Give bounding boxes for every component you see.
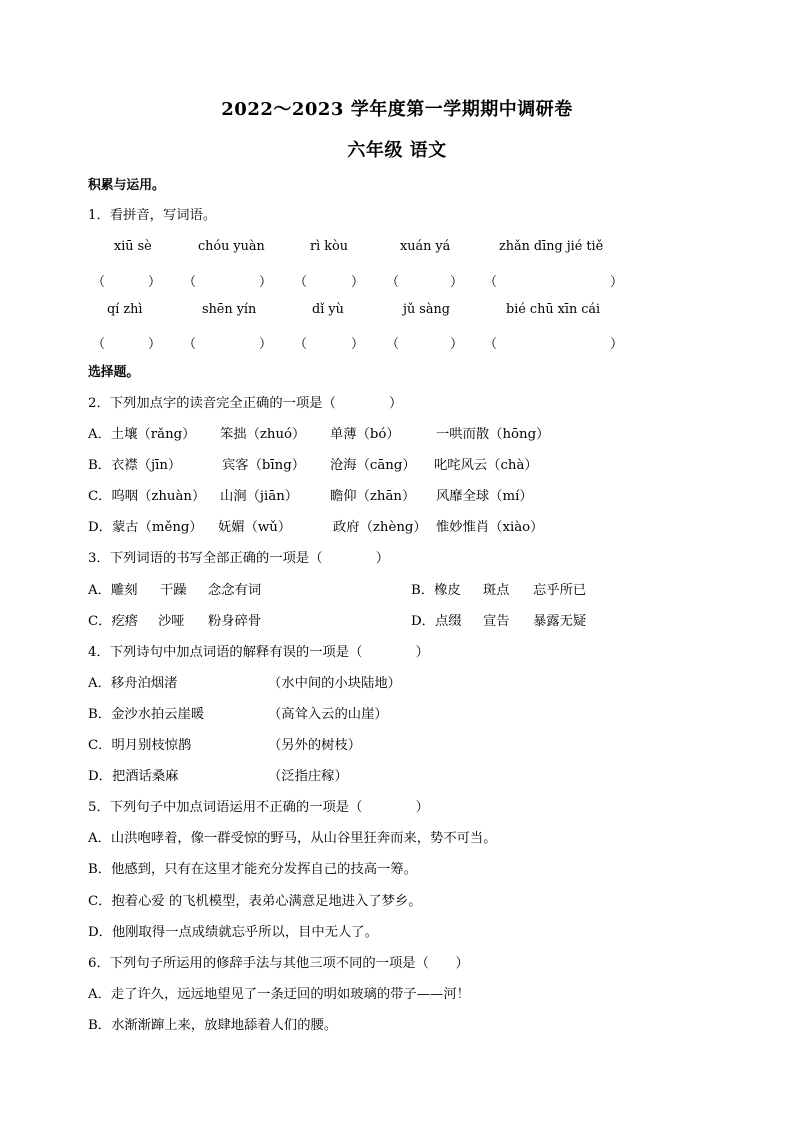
answer-blank-open[interactable]: （ <box>484 337 498 352</box>
question-5-option-b[interactable]: B．他感到，只有在这里才能充分发挥自己的技高一筹。 <box>88 862 417 877</box>
answer-blank-open[interactable]: （ <box>386 337 400 352</box>
pinyin-item: xiū sè <box>114 239 152 254</box>
option-word: D．点缀 <box>411 614 462 629</box>
option-word: D．蒙古（měng） <box>88 520 203 535</box>
answer-blank-open[interactable]: （ <box>294 275 308 290</box>
option-word: 沙哑 <box>158 614 185 629</box>
answer-blank-close: ） <box>351 337 365 352</box>
option-word: 念念有词 <box>208 583 262 598</box>
option-verse: B．金沙水拍云崖暖 <box>88 707 205 722</box>
pinyin-item: chóu yuàn <box>198 239 265 254</box>
answer-blank-open[interactable]: （ <box>183 275 197 290</box>
question-5-option-d[interactable]: D．他刚取得一点成绩就忘乎所以，目中无人了。 <box>88 925 378 940</box>
option-word: 叱咤风云（chà） <box>434 458 538 473</box>
option-verse: C．明月别枝惊鹊 <box>88 738 192 753</box>
option-word: 政府（zhèng） <box>333 520 427 535</box>
answer-blank-open[interactable]: （ <box>484 275 498 290</box>
answer-blank-close: ） <box>259 337 273 352</box>
option-word: C．呜咽（zhuàn） <box>88 489 206 504</box>
option-explanation: （水中间的小块陆地） <box>268 676 401 691</box>
pinyin-item: shēn yín <box>202 302 257 317</box>
option-explanation: （泛指庄稼） <box>268 769 348 784</box>
question-1-stem: 1．看拼音，写词语。 <box>88 208 217 223</box>
option-word: 斑点 <box>483 583 510 598</box>
pinyin-item: xuán yá <box>400 239 451 254</box>
pinyin-item: qí zhì <box>107 302 143 317</box>
question-4-stem: 4．下列诗句中加点词语的解释有误的一项是（ ） <box>88 645 429 660</box>
option-word: 惟妙惟肖（xiào） <box>436 520 544 535</box>
option-verse: D．把酒话桑麻 <box>88 769 179 784</box>
option-word: 笨拙（zhuó） <box>220 427 306 442</box>
option-word: 一哄而散（hōng） <box>436 427 550 442</box>
option-word: 沧海（cāng） <box>330 458 416 473</box>
question-5-option-a[interactable]: A．山洪咆哮着，像一群受惊的野马，从山谷里狂奔而来，势不可当。 <box>88 831 497 846</box>
answer-blank-open[interactable]: （ <box>294 337 308 352</box>
pinyin-item: jǔ sàng <box>403 302 450 317</box>
answer-blank-close: ） <box>259 275 273 290</box>
option-word: 暴露无疑 <box>533 614 587 629</box>
option-word: C．疙瘩 <box>88 614 139 629</box>
option-word: A．土壤（rǎng） <box>88 427 196 442</box>
option-word: B．橡皮 <box>411 583 461 598</box>
option-word: A．雕刻 <box>88 583 138 598</box>
pinyin-item: rì kòu <box>310 239 348 254</box>
option-word: 妩媚（wǔ） <box>218 520 292 535</box>
option-word: 单薄（bó） <box>330 427 400 442</box>
answer-blank-close: ） <box>148 337 162 352</box>
exam-title: 2022～2023 学年度第一学期期中调研卷 <box>221 99 573 120</box>
question-6-option-b[interactable]: B．水渐渐蹿上来，放肆地舔着人们的腰。 <box>88 1018 338 1033</box>
option-word: B．衣襟（jīn） <box>88 458 182 473</box>
question-5-option-c[interactable]: C．抱着心爱 的飞机模型，表弟心满意足地进入了梦乡。 <box>88 894 422 909</box>
section-heading-choice: 选择题。 <box>88 365 140 380</box>
answer-blank-open[interactable]: （ <box>92 275 106 290</box>
answer-blank-close: ） <box>450 275 464 290</box>
answer-blank-open[interactable]: （ <box>183 337 197 352</box>
option-word: 干躁 <box>160 583 187 598</box>
exam-subtitle: 六年级 语文 <box>347 140 447 161</box>
option-word: 宣告 <box>483 614 510 629</box>
pinyin-item: bié chū xīn cái <box>506 302 601 317</box>
answer-blank-close: ） <box>610 275 624 290</box>
option-explanation: （高耸入云的山崖） <box>268 707 388 722</box>
section-heading-accumulation: 积累与运用。 <box>88 178 165 193</box>
pinyin-item: dǐ yù <box>312 302 344 317</box>
question-5-stem: 5．下列句子中加点词语运用不正确的一项是（ ） <box>88 800 429 815</box>
option-word: 风靡全球（mí） <box>436 489 533 504</box>
answer-blank-open[interactable]: （ <box>92 337 106 352</box>
question-3-stem: 3．下列词语的书写全部正确的一项是（ ） <box>88 551 389 566</box>
option-word: 瞻仰（zhān） <box>330 489 416 504</box>
answer-blank-close: ） <box>450 337 464 352</box>
option-verse: A．移舟泊烟渚 <box>88 676 178 691</box>
question-2-stem: 2．下列加点字的读音完全正确的一项是（ ） <box>88 396 403 411</box>
option-word: 粉身碎骨 <box>208 614 262 629</box>
option-word: 山涧（jiān） <box>220 489 299 504</box>
answer-blank-close: ） <box>148 275 162 290</box>
option-word: 忘乎所已 <box>533 583 587 598</box>
option-explanation: （另外的树枝） <box>268 738 362 753</box>
pinyin-item: zhǎn dīng jié tiě <box>499 239 604 254</box>
question-6-stem: 6．下列句子所运用的修辞手法与其他三项不同的一项是（ ） <box>88 956 469 971</box>
option-word: 宾客（bīng） <box>222 458 306 473</box>
answer-blank-close: ） <box>610 337 624 352</box>
answer-blank-open[interactable]: （ <box>386 275 400 290</box>
answer-blank-close: ） <box>351 275 365 290</box>
question-6-option-a[interactable]: A．走了许久，远远地望见了一条迂回的明如玻璃的带子——河！ <box>88 987 470 1002</box>
